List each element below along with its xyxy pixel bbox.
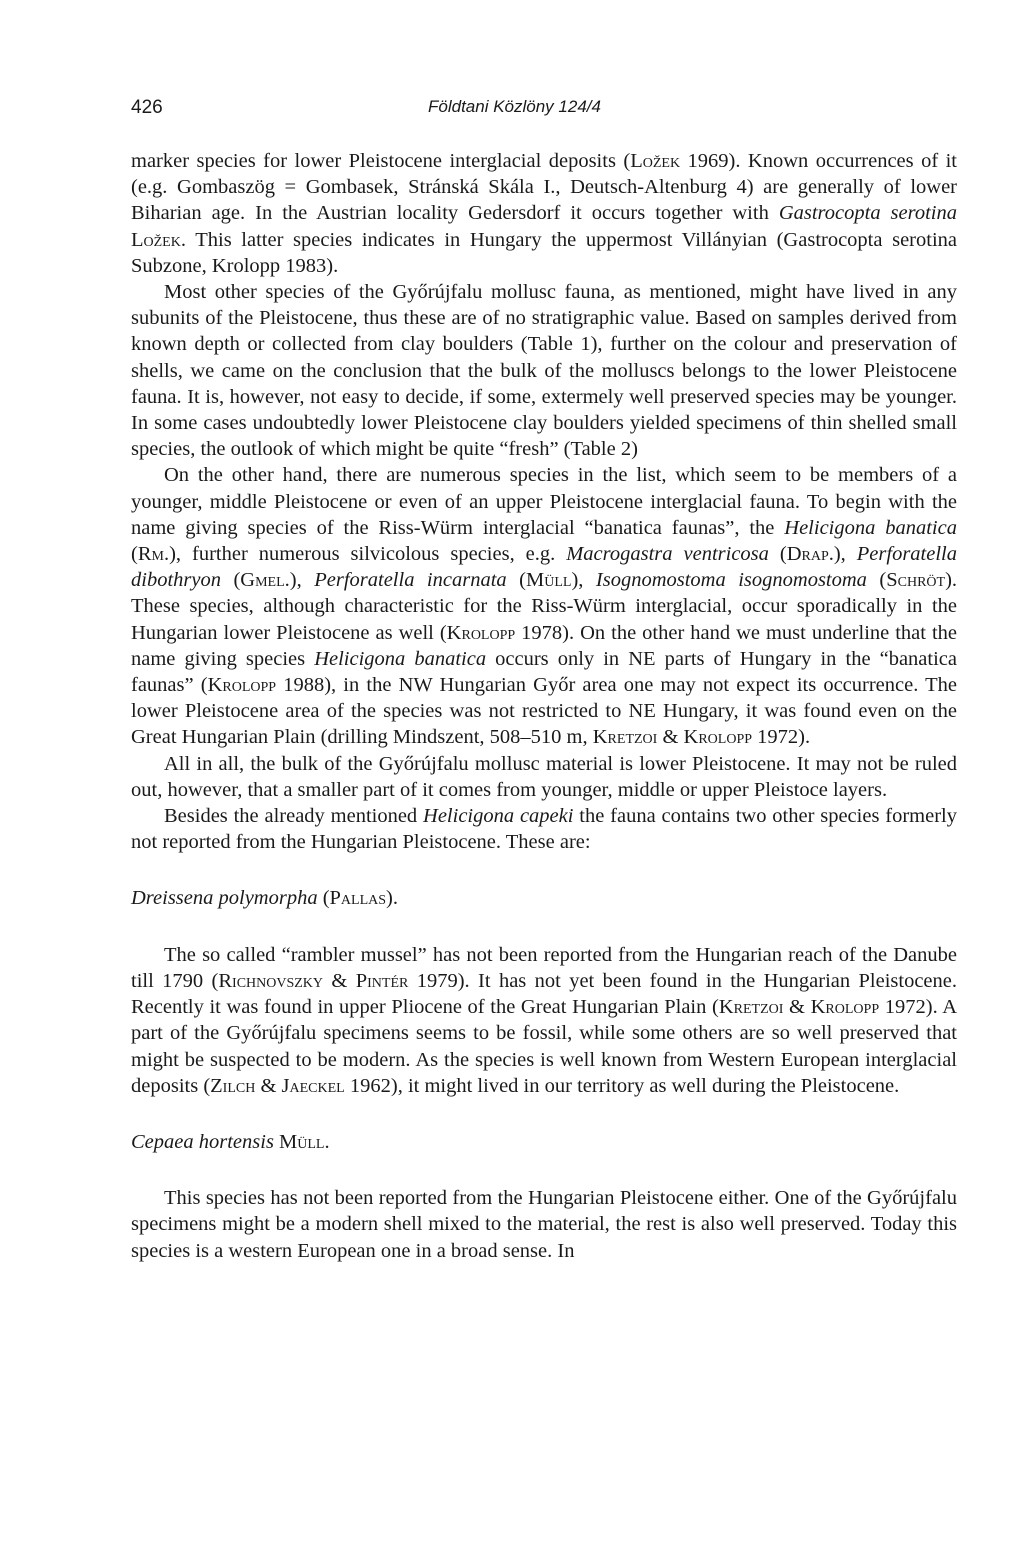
spacer (131, 912, 957, 942)
text-run: ), (571, 569, 596, 592)
text-run: 1978). On the other hand we must underline that the name giving species (131, 621, 957, 670)
author-citation: Ložek (131, 228, 181, 251)
text-run: occurs only in NE parts of Hungary in the “banatica faunas” ( (131, 647, 957, 697)
journal-title: Földtani Közlöny 124/4 (428, 97, 601, 116)
text-run: ( (768, 543, 787, 566)
text-run: The so called “rambler mussel” has not been reported from the Hungarian reach of the Danube till 1790 ( (131, 943, 957, 992)
article-body (131, 148, 957, 1264)
author-citation: Müll (525, 569, 572, 592)
text-run: ( (220, 569, 241, 592)
paragraph-2: Most other species of the Győrújfalu mollusc fauna, as mentioned, might have lived in any subunits of the Pleistocene, thus these are of no stratigraphic value. Based on samples derived from known depth or collected from clay boulders (Table 1), further on the colour and preservation of shells, we came on the conclusion that the bulk of the molluscs belongs to the lower Pleistocene fauna. It is, however, not easy to decide, if some, extermely well preserved species may be younger. In some cases undoubtedly lower Pleistocene clay boulders yielded specimens of thin shelled small species, the outlook of which might be quite “fresh” (Table 2) (131, 281, 957, 461)
author-citation: Pallas (329, 887, 387, 910)
author-citation: Kretzoi (718, 996, 784, 1019)
author-citation: Jaeckel (281, 1074, 345, 1097)
text-run: 1979). It has not yet been found in the Hungarian Pleistocene. Recently it was found in upper Pliocene of the Great Hungarian Plain ( (131, 969, 957, 1019)
running-header (131, 97, 961, 123)
author-citation: Pintér (355, 969, 409, 992)
author-citation: Krolopp (446, 621, 516, 644)
author-citation: Richnovszky (218, 969, 324, 992)
species-heading-dreissena: Dreissena polymorpha (Pallas). (131, 887, 398, 910)
author-citation: Ložek (630, 150, 681, 172)
author-citation: Schröt (886, 569, 946, 592)
text-run: & (657, 726, 684, 749)
species-heading-cepaea: Cepaea hortensis Müll. (131, 1130, 330, 1153)
page-number: 426 (131, 97, 163, 118)
text-run: marker species for lower Pleistocene interglacial deposits ( (131, 150, 631, 172)
species-name: Perforatella incarnata (314, 569, 507, 592)
paragraph-6 (131, 942, 957, 1099)
author-citation: Müll (279, 1130, 325, 1153)
text-run: ( (131, 543, 138, 566)
text-run: 1962), it might lived in our territory as well during the Pleistocene. (344, 1074, 900, 1097)
text-run: Besides the already mentioned (164, 805, 424, 828)
text-run: ( (506, 569, 526, 592)
species-name: Helicigona banatica (784, 516, 957, 539)
author-citation: Krolopp (810, 996, 880, 1019)
text-run: ). These species, although characteristic for the Riss-Würm interglacial, occur sporadically in the Hungarian lower Pleistocene as well ( (131, 569, 958, 644)
species-name: Dreissena polymorpha (131, 887, 318, 910)
paragraph-7: This species has not been reported from the Hungarian Pleistocene either. One of the Győrújfalu specimens might be a modern shell mixed to the material, the rest is also well preserved. Today this species is a western European one in a broad sense. In (131, 1187, 957, 1262)
author-citation: Drap (786, 543, 829, 566)
paragraph-5 (131, 803, 957, 855)
text-run: . This latter species indicates in Hungary the uppermost Villányian (Gastrocopta serotina Subzone, Krolopp 1983). (131, 228, 957, 277)
text-run: & (255, 1074, 282, 1097)
species-name: Isognomostoma isognomostoma (595, 569, 867, 592)
text-run: the fauna contains two other species formerly not reported from the Hungarian Pleistocene. These are: (131, 805, 957, 854)
text-run: .), (284, 569, 315, 592)
species-name: Gastrocopta serotina (778, 202, 957, 225)
paragraph-1 (131, 148, 957, 279)
text-run: 1972). A part of the Győrújfalu specimens seems to be fossil, while some others are so well preserved that might be suspected to be modern. As the species is well known from Western European interglacial deposits ( (131, 996, 958, 1097)
author-citation: Krolopp (207, 674, 277, 697)
author-citation: Krolopp (683, 726, 753, 749)
species-name: Perforatella dibothryon (131, 543, 957, 592)
species-name: Cepaea hortensis (131, 1130, 274, 1153)
text-run: ( (866, 569, 887, 592)
spacer (131, 1099, 957, 1129)
text-run: .), (828, 543, 857, 566)
text-run: 1969). Known occurrences of it (e.g. Gombaszög = Gombasek, Stránská Skála I., Deutsch-Altenburg 4) are generally of lower Biharian age. In the Austrian locality Gedersdorf it occurs together with (131, 150, 957, 225)
spacer (131, 855, 957, 885)
species-name: Helicigona banatica (314, 647, 487, 670)
text-run: .), further numerous silvicolous species, e.g. (163, 543, 567, 566)
author-citation: Rm (137, 543, 164, 566)
text-run: 1988), in the NW Hungarian Győr area one may not expect its occurrence. The lower Pleistocene area of the species was not restricted to NE Hungary, it was found even on the Great Hungarian Plain (drilling Mindszent, 508–510 m, (131, 674, 957, 749)
text-run: On the other hand, there are numerous species in the list, which seem to be members of a younger, middle Pleistocene or even of an upper Pleistocene interglacial fauna. To begin with the name giving species of the Riss-Würm interglacial “banatica faunas”, the (131, 464, 957, 539)
species-name: Helicigona capeki (423, 805, 574, 828)
text-run: 1972). (752, 726, 811, 749)
text-run: & (783, 996, 811, 1019)
paragraph-3 (131, 462, 957, 750)
paragraph-4: All in all, the bulk of the Győrújfalu mollusc material is lower Pleistocene. It may not be ruled out, however, that a smaller part of it comes from younger, middle or upper Pleistoce layers. (131, 752, 957, 801)
spacer (131, 1155, 957, 1185)
species-name: Macrogastra ventricosa (566, 543, 769, 566)
author-citation: Zilch (210, 1074, 256, 1097)
author-citation: Kretzoi (592, 726, 658, 749)
author-citation: Gmel (240, 569, 285, 592)
text-run: & (323, 969, 356, 992)
